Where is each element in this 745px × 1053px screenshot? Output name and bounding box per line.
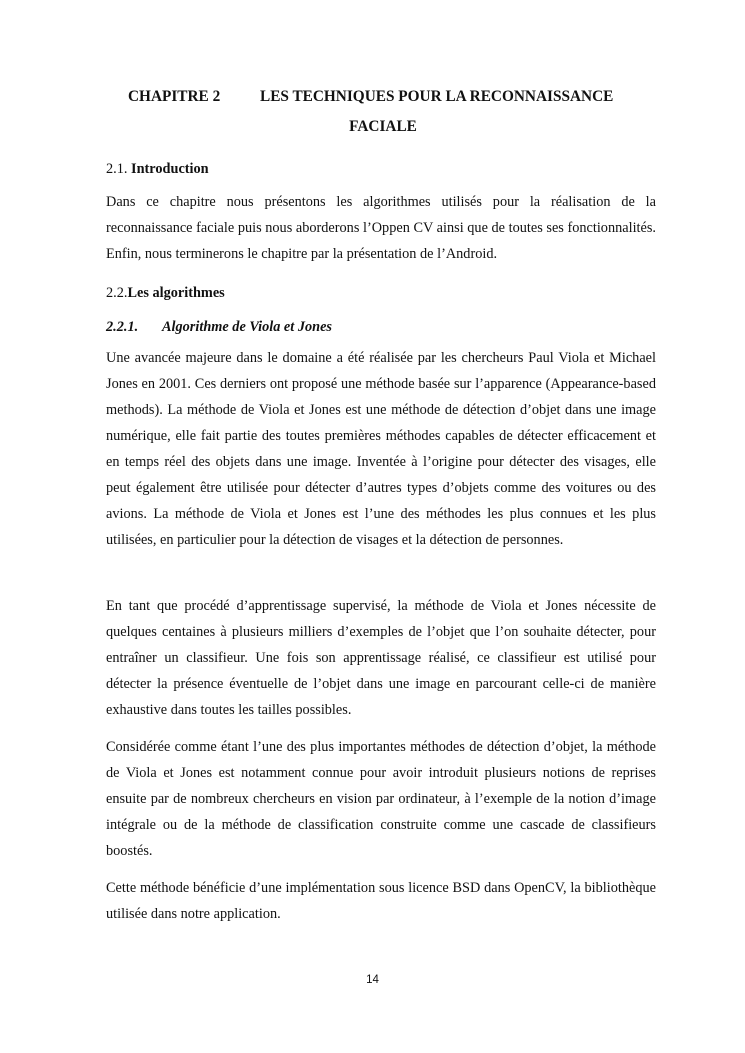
page-number: 14 (366, 974, 379, 986)
chapter-title-line-1: LES TECHNIQUES POUR LA RECONNAISSANCE (260, 88, 614, 105)
paragraph-introduction: Dans ce chapitre nous présentons les algorithmes utilisés pour la réalisation de la reconnaissance faciale puis nous aborderons l’Oppen CV ainsi que de toutes ses fonctionnalités. Enfin, nous terminerons le chapitre par la présentation de l’Android. (106, 194, 656, 262)
section-title: Les algorithmes (127, 285, 225, 301)
paragraph-viola-3: Considérée comme étant l’une des plus importantes méthodes de détection d’objet, la méthode de Viola et Jones est notamment connue pour avoir introduit plusieurs notions de reprises ensuite par de nombreux chercheurs en vision par ordinateur, à l’exemple de la notion d’image intégrale ou de la méthode de classification construite comme une cascade de classifieurs boostés. (106, 739, 656, 859)
subsection-number: 2.2.1. (106, 319, 139, 335)
chapter-title-line-2: FACIALE (349, 118, 417, 135)
section-number: 2.1. (106, 161, 128, 177)
section-heading-algorithmes (106, 283, 225, 303)
paragraph-viola-4: Cette méthode bénéficie d’une implémentation sous licence BSD dans OpenCV, la bibliothèque utilisée dans notre application. (106, 880, 656, 922)
section-heading-introduction (106, 159, 209, 179)
section-number: 2.2. (106, 285, 128, 301)
paragraph-viola-2: En tant que procédé d’apprentissage supervisé, la méthode de Viola et Jones nécessite de quelques centaines à plusieurs milliers d’exemples de l’objet que l’on souhaite détecter, pour entraîner un classifieur. Une fois son apprentissage réalisé, ce classifieur est utilisé pour détecter la présence éventuelle de l’objet dans une image en parcourant celle-ci de manière exhaustive dans toutes les tailles possibles. (106, 598, 656, 718)
paragraph-viola-1: Une avancée majeure dans le domaine a été réalisée par les chercheurs Paul Viola et Michael Jones en 2001. Ces derniers ont proposé une méthode basée sur l’apparence (Appearance-based methods). La méthode de Viola et Jones est une méthode de détection d’objet dans une image numérique, elle fait partie des toutes premières méthodes capables de détecter efficacement et en temps réel des objets dans une image. Inventée à l’origine pour détecter des visages, elle peut également être utilisée pour détecter d’autres types d’objets comme des voitures ou des avions. La méthode de Viola et Jones est l’une des méthodes les plus connues et les plus utilisées, en particulier pour la détection de visages et la détection de personnes. (106, 350, 656, 548)
section-title: Introduction (131, 161, 209, 177)
chapter-number: CHAPITRE 2 (128, 88, 221, 105)
subsection-title: Algorithme de Viola et Jones (162, 319, 332, 335)
subsection-heading-viola-jones (106, 317, 332, 337)
